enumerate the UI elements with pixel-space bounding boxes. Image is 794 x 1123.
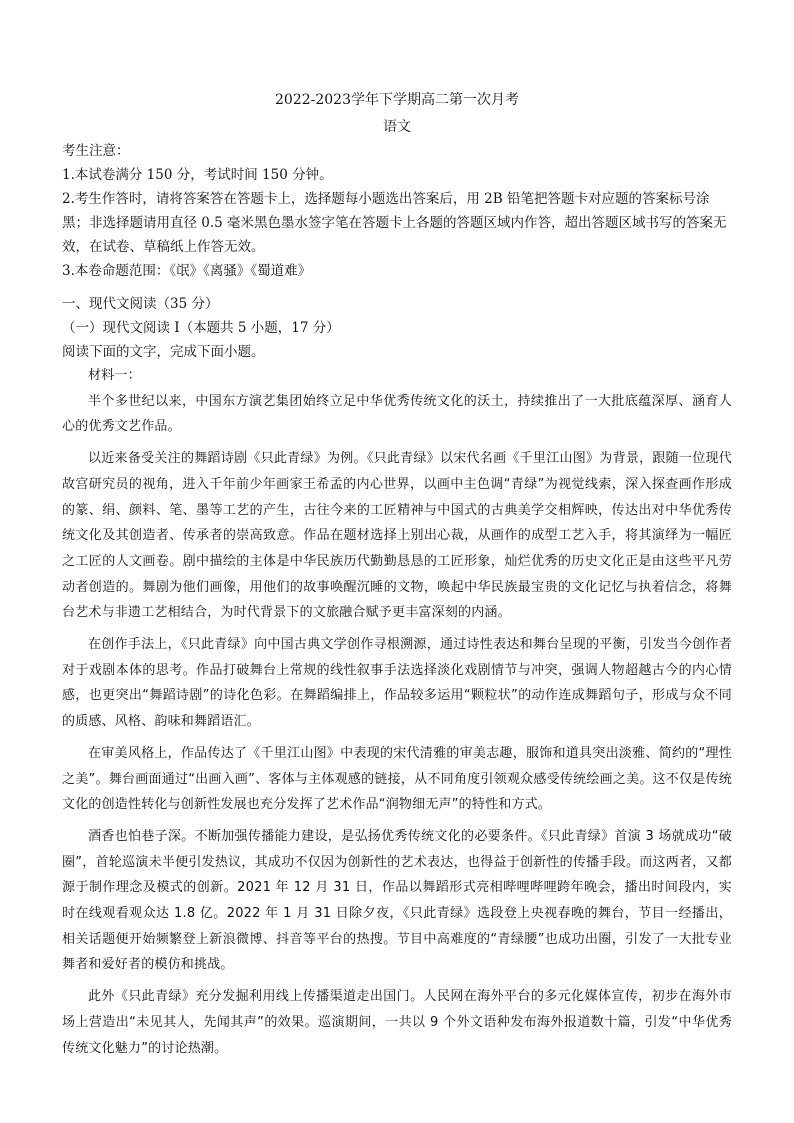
material-paragraph: 在创作手法上，《只此青绿》向中国古典文学创作寻根溯源，通过诗性表达和舞台呈现的平衡，引发当今创作者对于戏剧本体的思考。作品打破舞台上常规的线性叙事手法选择淡化戏剧情节与冲突，强调人物超越古今的内心情感，也更突出“舞蹈诗剧”的诗化色彩。在舞蹈编排上，作品较多运用“颗粒状”的动作连成舞蹈句子，形成与众不同的质感、风格、韵味和舞蹈语汇。 [62,637,732,730]
material-paragraph: 半个多世纪以来，中国东方演艺集团始终立足中华优秀传统文化的沃土，持续推出了一大批底蕴深厚、涵育人心的优秀文艺作品。 [62,393,732,435]
material-paragraph: 以近来备受关注的舞蹈诗剧《只此青绿》为例。《只此青绿》以宋代名画《千里江山图》为背景，跟随一位现代故宫研究员的视角，进入千年前少年画家王希孟的内心世界，以画中主色调“青绿”为视觉线索，深入探查画作形成的篆、绢、颜料、笔、墨等工艺的产生，古往今来的工匠精神与中国式的古典美学交相辉映，传达出对中华优秀传统文化及其创造者、传承者的崇高致意。作品在题材选择上别出心裁，从画作的成型工艺入手，将其演绎为一幅匠之工匠的人文画卷。剧中描绘的主体是中华民族历代勤勤恳恳的工匠形象，灿烂优秀的历史文化正是由这些平凡劳动者创造的。舞剧为他们画像，用他们的故事唤醒沉睡的文物，唤起中华民族最宝贵的文化记忆与执着信念，将舞台艺术与非遗工艺相结合，为时代背景下的文旅融合赋予更丰富深刻的内涵。 [62,451,732,621]
exam-subject: 语文 [383,119,411,135]
notice-item: 3.本卷命题范围：《氓》《离骚》《蜀道难》 [62,263,312,279]
reading-material [62,363,732,1061]
section-heading-block [62,292,732,364]
section-sub-title: （一）现代文阅读 I（本题共 5 小题，17 分） [62,320,340,336]
material-label: 材料一： [88,368,141,383]
section-instruction: 阅读下面的文字，完成下面小题。 [62,344,265,360]
section-part-title: 一、现代文阅读（35 分） [62,296,219,312]
material-paragraph: 酒香也怕巷子深。不断加强传播能力建设，是弘扬优秀传统文化的必要条件。《只此青绿》首演 3 场就成功“破圈”，首轮巡演未半便引发热议，其成功不仅因为创新性的艺术表达，也得益于创新性的传播手段。而这两者，又都源于制作理念及模式的创新。2021 年 12 月 31 日，作品以舞蹈形式亮相哔哩哔哩跨年晚会，播出时间段内，实时在线观看观众达 1.8 亿。2022 年 1 月 31 日除夕夜，《只此青绿》选段登上央视春晚的舞台，节目一经播出，相关话题便开始频繁登上新浪微博、抖音等平台的热搜。节目中高难度的“青绿腰”也成功出圈，引发了一大批专业舞者和爱好者的模仿和挑战。 [62,828,732,973]
notice-item: 2.考生作答时，请将答案答在答题卡上，选择题每小题选出答案后，用 2B 铅笔把答题卡对应题的答案标号涂黑；非选择题请用直径 0.5 毫米黑色墨水签字笔在答题卡上各题的答题区域内作答，超出答题区域书写的答案无效，在试卷、草稿纸上作答无效。 [62,191,727,255]
notice-item: 1.本试卷满分 150 分，考试时间 150 分钟。 [62,167,333,183]
material-paragraph: 此外《只此青绿》充分发掘利用线上传播渠道走出国门。人民网在海外平台的多元化媒体宣传，初步在海外市场上营造出“未见其人，先闻其声”的效果。巡演期间，一共以 9 个外文语种发布海外报道数十篇，引发“中华优秀传统文化魅力”的讨论热潮。 [62,989,732,1056]
material-paragraph: 在审美风格上，作品传达了《千里江山图》中表现的宋代清雅的审美志趣，服饰和道具突出淡雅、简约的“理性之美”。舞台画面通过“出画入画”、客体与主体观感的链接，从不同角度引领观众感受传统绘画之美。这不仅是传统文化的创造性转化与创新性发展也充分发挥了艺术作品“润物细无声”的特性和方式。 [62,745,732,813]
exam-title: 2022-2023学年下学期高二第一次月考 [275,92,519,108]
notice-heading: 考生注意： [62,143,130,159]
exam-notice [62,139,732,283]
